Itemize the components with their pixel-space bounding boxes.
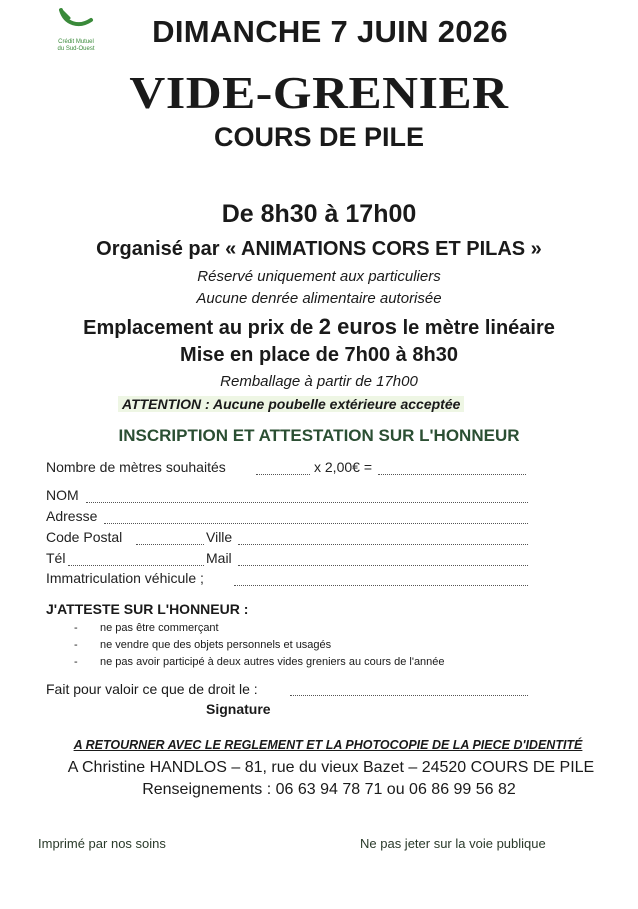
address-label: Adresse [46,508,98,524]
rate-label: x 2,00€ = [314,459,372,475]
name-label: NOM [46,487,79,503]
bullet-dash: - [74,622,78,634]
setup-hours: Mise en place de 7h00 à 8h30 [180,344,458,366]
no-litter-note: Ne pas jeter sur la voie publique [360,836,546,851]
bullet-dash: - [74,639,78,651]
attestation-item [74,656,445,668]
bullet-dash: - [74,656,78,668]
postal-field[interactable] [136,544,204,545]
postal-label: Code Postal [46,529,123,545]
event-date: DIMANCHE 7 JUIN 2026 [152,14,508,49]
contact-info: Renseignements : 06 63 94 78 71 ou 06 86 99 56 82 [142,781,516,798]
signature-label: Signature [206,701,271,717]
form-heading: INSCRIPTION ET ATTESTATION SUR L'HONNEUR [118,426,520,445]
price-value: 2 euros [318,314,398,339]
attestation-item [74,622,219,634]
event-hours: De 8h30 à 17h00 [221,200,417,228]
phone-field[interactable] [68,565,204,566]
event-location: COURS DE PILE [213,122,425,152]
mail-field[interactable] [238,565,528,566]
date-field[interactable] [290,695,528,696]
attestation-text: ne pas avoir participé à deux autres vides greniers au cours de l'année [100,656,445,668]
done-label: Fait pour valoir ce que de droit le : [46,681,258,697]
attestation-heading: J'ATTESTE SUR L'HONNEUR : [46,601,249,617]
attention-note: ATTENTION : Aucune poubelle extérieure acceptée [118,396,464,412]
packing-note: Remballage à partir de 17h00 [220,373,418,390]
meters-field[interactable] [256,474,310,475]
attestation-item [74,639,331,651]
pitch-price [0,314,638,340]
attestation-text: ne pas être commerçant [100,622,219,634]
address-field[interactable] [104,523,528,524]
return-address: A Christine HANDLOS – 81, rue du vieux Bazet – 24520 COURS DE PILE [67,759,595,776]
mail-label: Mail [206,550,232,566]
city-label: Ville [206,529,233,545]
logo-line-2: du Sud-Ouest [57,46,95,52]
price-suffix: le mètre linéaire [397,317,555,339]
price-prefix: Emplacement au prix de [83,317,319,339]
no-food-note: Aucune denrée alimentaire autorisée [196,290,442,307]
organiser: Organisé par « ANIMATIONS CORS ET PILAS » [96,238,542,260]
name-field[interactable] [86,502,528,503]
plate-field[interactable] [234,585,528,586]
event-title: VIDE-GRENIER [129,67,509,118]
logo-line-1: Crédit Mutuel [58,39,94,45]
attestation-text: ne vendre que des objets personnels et usagés [100,639,332,651]
phone-label: Tél [46,550,66,566]
reserved-note: Réservé uniquement aux particuliers [197,268,441,285]
city-field[interactable] [238,544,528,545]
plate-label: Immatriculation véhicule ; [46,570,204,586]
total-field[interactable] [378,474,526,475]
printed-note: Imprimé par nos soins [38,836,166,851]
meters-label: Nombre de mètres souhaités [46,459,226,475]
return-instruction: A RETOURNER AVEC LE REGLEMENT ET LA PHOTOCOPIE DE LA PIECE D'IDENTITÉ [73,738,583,752]
